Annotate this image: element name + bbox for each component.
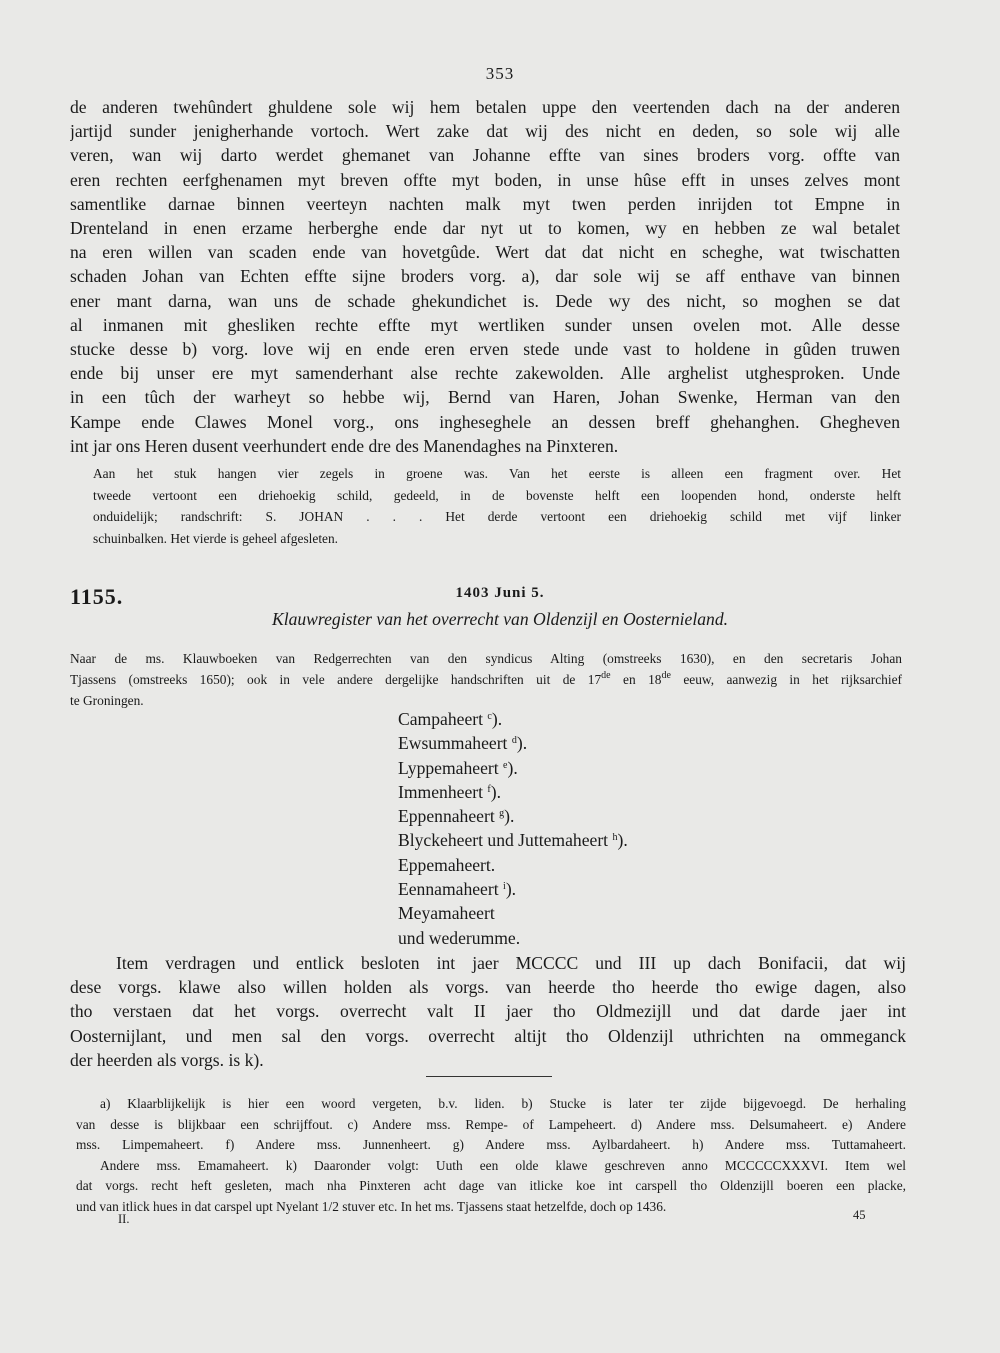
note-line: schuinbalken. Het vierde is geheel afgesleten. <box>93 530 339 546</box>
footnote-line: mss. Limpemaheert. f) Andere mss. Junnenheert. g) Andere mss. Aylbardaheert. h) Andere mss. Tuttamaheert. <box>76 1137 906 1153</box>
document-number: 1155. <box>70 584 124 609</box>
text-line: tho verstaen dat het vorgs. overrecht valt II jaer tho Oldmezijll und dat darde jaer int <box>70 1001 906 1022</box>
text-line: na eren willen van scaden ende van hovetgûde. Wert dat dat nicht en scheghe, wat twischatten <box>70 242 900 263</box>
list-item: Eppennaheert $^g$). <box>398 806 515 827</box>
footnote-line: dat vorgs. recht heft gesleten, mach nha Pinxteren acht dage van itlicke koe int carspell tho Oldenzijll boeren een placke, <box>76 1178 906 1194</box>
text-line: jartijd sunder jenigherhande vortoch. Wert zake dat wij des nicht en deden, so sole wij alle <box>70 121 900 142</box>
footnote-line: a) Klaarblijkelijk is hier een woord vergeten, b.v. liden. b) Stucke is later ter zijde bijgevoegd. De herhaling <box>100 1096 906 1111</box>
note-line: onduidelijk; randschrift: S. JOHAN . . . Het derde vertoont een driehoekig schild met vijf linker <box>93 509 901 525</box>
note-line: Aan het stuk hangen vier zegels in groene was. Van het eerste is alleen een fragment over. Het <box>93 466 901 481</box>
footnote-line: Andere mss. Emamaheert. k) Daaronder volgt: Uuth een olde klawe geschreven anno MCCCCCXXXVI. Item wel <box>100 1157 906 1173</box>
text-line: de anderen twehûndert ghuldene sole wij hem betalen uppe den veertenden dach na der anderen <box>70 97 900 117</box>
text-line: schaden Johan van Echten effte sijne broders vorg. a), dar sole wij se aff enthave van binnen <box>70 266 900 287</box>
text-line: stucke desse b) vorg. love wij en ende eren erven stede unde vast to holdene in gûden truwen <box>70 339 900 360</box>
text-line: dese vorgs. klawe also willen holden als vorgs. van heerde tho heerde tho ewige dagen, also <box>70 977 906 998</box>
text-line: veren, wan wij darto werdet ghemanet van Johanne effte van sines broders vorg. offte van <box>70 145 900 166</box>
list-item: Meyamaheert <box>398 903 495 924</box>
list-item: und wederumme. <box>398 927 521 948</box>
page-number: 353 <box>485 64 515 83</box>
charter-text <box>70 95 900 458</box>
signature-mark: II. <box>118 1212 130 1226</box>
text-line: Drenteland in enen erzame herberghe ende dar nyt ut to komen, wy en hebben ze wal betalet <box>70 218 900 239</box>
list-item: Campaheert $^c$). <box>398 709 503 729</box>
text-line: Kampe ende Clawes Monel vorg., ons ingheseghele an dessen breff ghehanghen. Ghegheven <box>70 411 900 432</box>
list-item: Eppemaheert. <box>398 854 496 875</box>
document-title: Klauwregister van het overrecht van Oldenzijl en Oosternieland. <box>271 609 729 629</box>
list-item: Immenheert $^f$). <box>398 781 502 802</box>
footnote-line: van desse is blijkbaar een schrijffout. c) Andere mss. Rempe- of Lampeheert. d) Andere mss. Delsumaheert. e) Andere <box>76 1116 906 1132</box>
note-line: tweede vertoont een driehoekig schild, gedeeld, in de bovenste helft een loopenden hond, onderste helft <box>93 487 901 503</box>
item-paragraph <box>70 951 906 1072</box>
text-line: der heerden als vorgs. is k). <box>70 1049 264 1070</box>
text-line: int jar ons Heren dusent veerhundert ende dre des Manendaghes na Pinxteren. <box>70 435 619 456</box>
list-item: Lyppemaheert $^e$). <box>398 757 518 778</box>
text-line: ende bij unser ere myt samenderhant alse rechte zakewolden. Alle arghelist utghesproken. Unde <box>70 363 900 384</box>
heert-list <box>398 707 628 950</box>
footnote-line: und van itlick hues in dat carspel upt Nyelant 1/2 stuver etc. In het ms. Tjassens staat hetzelfde, doch op 1436. <box>76 1198 667 1214</box>
list-item: Eennamaheert $^i$). <box>398 879 517 900</box>
seal-note <box>93 463 901 549</box>
source-line: te Groningen. <box>70 693 144 708</box>
document-date: 1403 Juni 5. <box>455 585 545 601</box>
text-line: in een tûch der warheyt so hebbe wij, Bernd van Haren, Johan Swenke, Herman van den <box>70 387 900 408</box>
text-line: eren rechten eerfghenamen myt breven offte myt boden, in unse hûse efft in unses zelves mont <box>70 169 900 190</box>
text-line: samentlike darnae binnen veerteyn nachten malk myt twen perden inrijden tot Empne in <box>70 193 900 214</box>
text-line: ener mant darna, wan uns de schade ghekundichet is. Dede wy des nicht, so moghen se dat <box>70 290 900 311</box>
text-line: al inmanen mit ghesliken rechte effte myt wertliken sunder unsen ovelen mot. Alle desse <box>70 314 900 335</box>
source-line: Tjassens (omstreeks 1650); ook in vele andere dergelijke handschriften uit de 17de en 18de eeuw, aanwezig in het rijksarchief <box>70 670 902 687</box>
sheet-number: 45 <box>853 1208 866 1222</box>
footnotes <box>76 1094 906 1218</box>
text-line: Oosternijlant, und men sal den vorgs. overrecht altijt tho Oldenzijl uthrichten na ommeganck <box>70 1025 906 1046</box>
text-line: Item verdragen und entlick besloten int jaer MCCCC und III up dach Bonifacii, dat wij <box>116 953 906 973</box>
source-line: Naar de ms. Klauwboeken van Redgerrechten van den syndicus Alting (omstreeks 1630), en den secretaris Johan <box>70 651 902 666</box>
source-note <box>70 648 902 711</box>
list-item: Blyckeheert und Juttemaheert $^h$). <box>398 830 628 851</box>
list-item: Ewsummaheert $^d$). <box>398 733 528 754</box>
footnote-divider <box>426 1076 552 1077</box>
